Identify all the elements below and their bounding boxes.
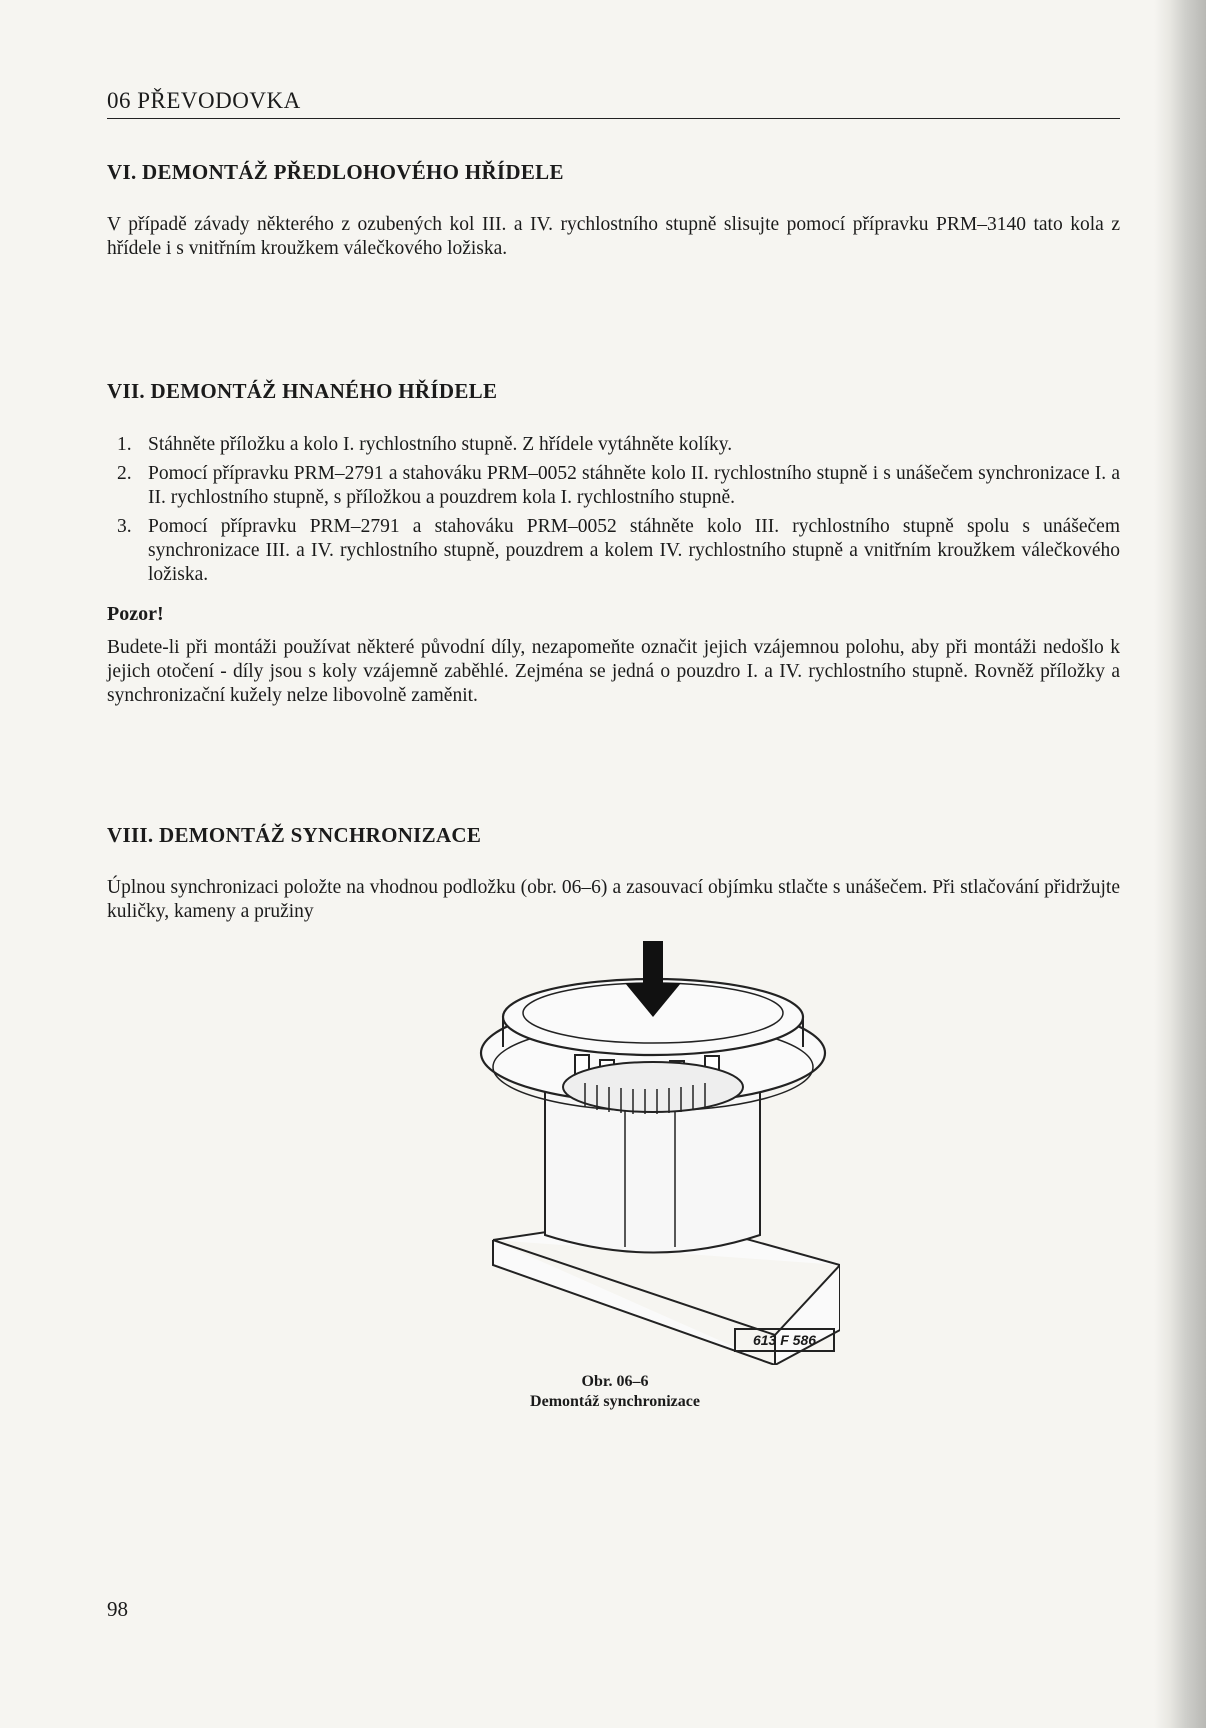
section-viii-heading: VIII. DEMONTÁŽ SYNCHRONIZACE — [107, 823, 482, 847]
step-item — [107, 515, 1120, 587]
step-text: Stáhněte příložku a kolo I. rychlostního stupně. Z hřídele vytáhněte kolíky. — [148, 434, 733, 455]
step-number: 3. — [117, 516, 132, 537]
figure-number: Obr. 06–6 — [581, 1373, 649, 1390]
step-number: 1. — [117, 434, 132, 455]
caution-title: Pozor! — [107, 603, 164, 625]
figure-code: 613 F 586 — [734, 1328, 835, 1352]
page-binding-shadow — [1154, 0, 1206, 1728]
synchronizer-illustration — [475, 935, 840, 1365]
step-item — [107, 433, 1120, 457]
figure-caption — [470, 1372, 760, 1412]
caution-text: Budete-li při montáži používat některé původní díly, nezapomeňte označit jejich vzájemnou polohu, aby při montáži nedošlo k jejich otočení - díly jsou s koly vzájemně zaběhlé. Zejména se jedná o pouzdro I. a IV. rychlostního stupně. Rovněž příložky a synchronizační kužely nelze libovolně zaměnit. — [107, 637, 1120, 706]
step-item — [107, 462, 1120, 510]
step-number: 2. — [117, 463, 132, 484]
page-number: 98 — [107, 1597, 128, 1621]
splined-hub — [563, 1062, 743, 1112]
figure-title: Demontáž synchronizace — [530, 1393, 700, 1410]
step-text: Pomocí přípravku PRM–2791 a stahováku PRM–0052 stáhněte kolo III. rychlostního stupně spolu s unášečem synchronizace III. a IV. rychlostního stupně, pouzdrem a kolem IV. rychlostního stupně a vnitřním kroužkem válečkového ložiska. — [148, 516, 1120, 585]
section-vii-heading: VII. DEMONTÁŽ HNANÉHO HŘÍDELE — [107, 379, 498, 403]
section-viii-text: Úplnou synchronizaci položte na vhodnou podložku (obr. 06–6) a zasouvací objímku stlačte s unášečem. Při stlačování přidržujte kuličky, kameny a pružiny — [107, 877, 1120, 922]
section-vii-steps — [107, 433, 1120, 587]
chapter-header: 06 PŘEVODOVKA — [107, 88, 301, 113]
step-text: Pomocí přípravku PRM–2791 a stahováku PRM–0052 stáhněte kolo II. rychlostního stupně i s unášečem synchronizace I. a II. rychlostního stupně, s příložkou a pouzdrem kola I. rychlostního stupně. — [148, 463, 1120, 508]
section-vi-heading: VI. DEMONTÁŽ PŘEDLOHOVÉHO HŘÍDELE — [107, 160, 564, 184]
header-rule — [107, 118, 1120, 119]
section-vi-text: V případě závady některého z ozubených kol III. a IV. rychlostního stupně slisujte pomocí přípravku PRM–3140 tato kola z hřídele i s vnitřním kroužkem válečkového ložiska. — [107, 214, 1120, 259]
